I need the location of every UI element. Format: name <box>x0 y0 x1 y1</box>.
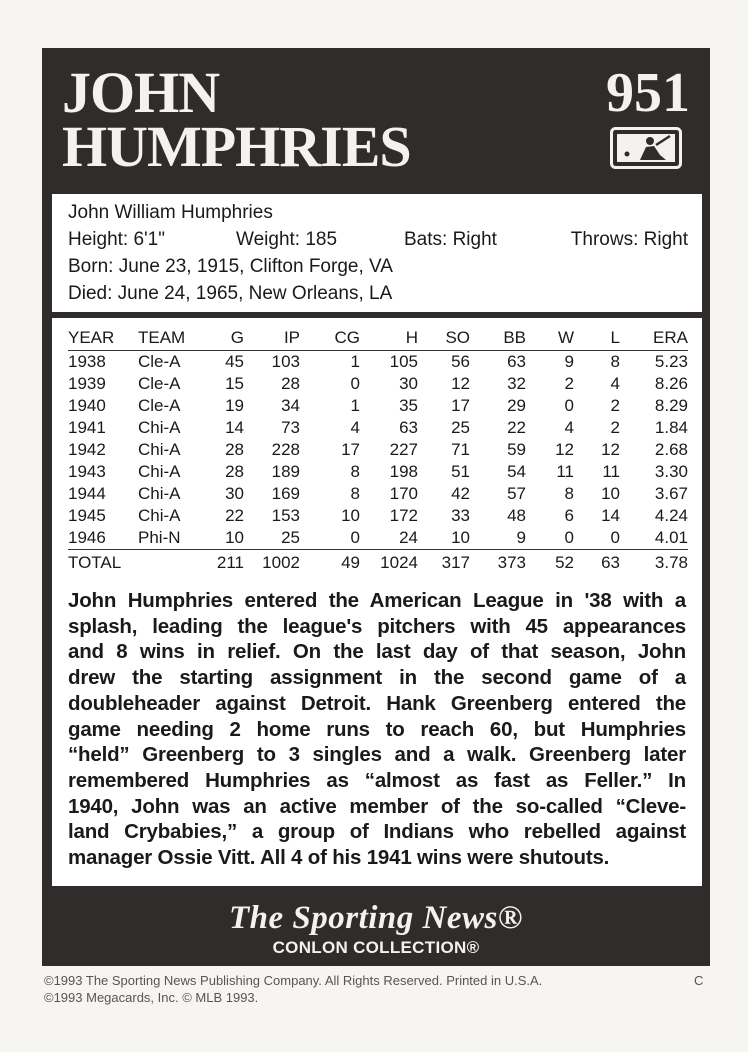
stat-cell: 35 <box>399 396 418 415</box>
stat-cell: 317 <box>418 550 470 577</box>
player-first-name: JOHN <box>62 60 220 125</box>
biography-line: John Humphries entered the American League in '38 with a <box>68 589 686 612</box>
header-team: TEAM <box>138 326 200 351</box>
stat-cell: 11 <box>556 462 574 481</box>
stat-cell: 17 <box>341 440 360 459</box>
stat-cell: 32 <box>507 374 526 393</box>
stat-cell: 4.01 <box>654 528 688 547</box>
biography-text <box>68 588 686 871</box>
stat-cell: 24 <box>399 528 418 547</box>
stat-cell: 71 <box>451 440 470 459</box>
card-code: C <box>694 973 704 988</box>
stat-cell: 228 <box>271 440 300 459</box>
stat-cell: 6 <box>564 506 574 525</box>
stat-cell: 10 <box>601 484 620 503</box>
stats-row <box>68 483 688 505</box>
header-h: H <box>360 326 418 351</box>
stat-cell: 63 <box>399 418 418 437</box>
biography-line: splash, leading the league's pitchers with 45 appearances <box>68 614 686 638</box>
stat-cell: 12 <box>555 440 574 459</box>
stat-cell: 30 <box>225 484 244 503</box>
biography-line: and 8 wins in relief. On the last day of that season, John <box>68 640 686 664</box>
stat-cell: 14 <box>601 506 620 525</box>
stat-cell: 0 <box>350 374 360 393</box>
stat-cell: 54 <box>507 462 526 481</box>
stat-cell: 52 <box>526 550 574 577</box>
header-so: SO <box>418 326 470 351</box>
header-w: W <box>526 326 574 351</box>
stat-cell: 14 <box>225 418 244 437</box>
stat-cell: 103 <box>271 352 300 371</box>
brand-subtitle: CONLON COLLECTION® <box>272 938 480 957</box>
stat-cell: 15 <box>225 374 244 393</box>
biography-line: remembered Humphries as “almost as fast as Feller.” In <box>68 768 686 792</box>
stat-cell: 22 <box>507 418 526 437</box>
stats-row <box>68 439 688 461</box>
stat-cell: 8.26 <box>654 374 688 393</box>
stat-cell: 2 <box>610 418 620 437</box>
stat-cell: 48 <box>507 506 526 525</box>
stat-cell: 8.29 <box>654 396 688 415</box>
stat-cell: Cle-A <box>138 396 181 415</box>
stat-cell: 28 <box>225 462 244 481</box>
stat-cell: 1940 <box>68 396 106 415</box>
stat-cell: 56 <box>451 352 470 371</box>
stat-cell: 63 <box>574 550 620 577</box>
stat-cell: 227 <box>389 440 418 459</box>
stat-cell: 105 <box>389 352 418 371</box>
player-name <box>62 60 411 179</box>
stat-cell: 5.23 <box>654 352 688 371</box>
stat-cell: 10 <box>341 506 360 525</box>
stat-cell: 63 <box>507 352 526 371</box>
stat-cell: 0 <box>610 528 620 547</box>
biography-line: manager Ossie Vitt. All 4 of his 1941 wins were shutouts. <box>68 846 610 870</box>
stat-cell: Chi-A <box>138 484 181 503</box>
stat-cell: 1946 <box>68 528 106 547</box>
stat-cell: 2.68 <box>654 440 688 459</box>
stat-cell: 8 <box>350 484 360 503</box>
brand-logo <box>42 892 710 958</box>
stat-cell: 1002 <box>244 550 300 577</box>
stat-cell: Cle-A <box>138 352 181 371</box>
stat-cell: 172 <box>389 506 418 525</box>
stats-header-row <box>68 326 688 351</box>
stat-cell: 1941 <box>68 418 106 437</box>
stat-cell: 0 <box>564 396 574 415</box>
stat-cell: 2 <box>564 374 574 393</box>
stat-cell: 45 <box>225 352 244 371</box>
stat-cell: 1945 <box>68 506 106 525</box>
bats: Bats: Right <box>404 229 497 250</box>
stat-cell: 49 <box>300 550 360 577</box>
stat-cell: Phi-N <box>138 528 181 547</box>
stat-cell: 73 <box>281 418 300 437</box>
biography-line: doubleheader against Detroit. Hank Greenberg entered the <box>68 691 686 715</box>
brand-title: The Sporting News® <box>228 900 524 936</box>
header-bb: BB <box>470 326 526 351</box>
copyright-line-1: ©1993 The Sporting News Publishing Company. All Rights Reserved. Printed in U.S.A. <box>44 973 543 988</box>
stats-row <box>68 461 688 483</box>
physical-info-row <box>68 229 688 253</box>
header-ip: IP <box>244 326 300 351</box>
stat-cell: 189 <box>271 462 300 481</box>
stat-cell: 373 <box>470 550 526 577</box>
stats-row <box>68 373 688 395</box>
stat-cell: 10 <box>451 528 470 547</box>
stat-cell <box>138 550 200 577</box>
stats-and-biography-panel <box>52 318 702 886</box>
stat-cell: 28 <box>281 374 300 393</box>
stat-cell: Chi-A <box>138 418 181 437</box>
header-era: ERA <box>620 326 688 351</box>
stat-cell: 17 <box>451 396 470 415</box>
stat-cell: 2 <box>610 396 620 415</box>
throws: Throws: Right <box>570 229 688 250</box>
stat-cell: 153 <box>271 506 300 525</box>
stat-cell: 4 <box>610 374 620 393</box>
stat-cell: 3.67 <box>654 484 688 503</box>
stat-cell: Chi-A <box>138 462 181 481</box>
stat-cell: TOTAL <box>68 550 138 577</box>
stats-total-row <box>68 550 688 577</box>
stat-cell: 0 <box>350 528 360 547</box>
biography-line: drew the starting assignment in the second game of a <box>68 666 686 690</box>
stat-cell: 19 <box>225 396 244 415</box>
stat-cell: 51 <box>451 462 470 481</box>
died: Died: June 24, 1965, New Orleans, LA <box>68 283 393 304</box>
stats-body <box>68 351 688 577</box>
header-year: YEAR <box>68 326 138 351</box>
stat-cell: 1943 <box>68 462 106 481</box>
stat-cell: 28 <box>225 440 244 459</box>
stat-cell: 1 <box>350 352 360 371</box>
stats-row <box>68 417 688 439</box>
stats-row <box>68 505 688 527</box>
stat-cell: 59 <box>507 440 526 459</box>
stat-cell: 12 <box>601 440 620 459</box>
stat-cell: 4 <box>564 418 574 437</box>
stat-cell: 4 <box>350 418 360 437</box>
header-l: L <box>574 326 620 351</box>
stat-cell: 34 <box>281 396 300 415</box>
stat-cell: 0 <box>564 528 574 547</box>
born: Born: June 23, 1915, Clifton Forge, VA <box>68 256 393 277</box>
biography-line: “held” Greenberg to 3 singles and a walk. Greenberg later <box>68 743 686 767</box>
stat-cell: Chi-A <box>138 440 181 459</box>
bio-panel <box>52 194 702 312</box>
biography-line: game needing 2 home runs to reach 60, but Humphries <box>68 717 686 741</box>
weight: Weight: 185 <box>236 229 338 250</box>
stat-cell: 170 <box>389 484 418 503</box>
stat-cell: 1024 <box>360 550 418 577</box>
stat-cell: 3.30 <box>654 462 688 481</box>
stat-cell: 1.84 <box>654 418 688 437</box>
stat-cell: 198 <box>389 462 418 481</box>
stat-cell: 9 <box>516 528 526 547</box>
stat-cell: Cle-A <box>138 374 181 393</box>
copyright-line-2: ©1993 Megacards, Inc. © MLB 1993. <box>44 990 259 1005</box>
stat-cell: 12 <box>451 374 470 393</box>
stat-cell: 30 <box>399 374 418 393</box>
player-last-name: HUMPHRIES <box>62 114 411 179</box>
stat-cell: 33 <box>451 506 470 525</box>
stat-cell: 25 <box>281 528 300 547</box>
stat-cell: 29 <box>507 396 526 415</box>
stat-cell: 169 <box>271 484 300 503</box>
header-cg: CG <box>300 326 360 351</box>
header-g: G <box>200 326 244 351</box>
card-number: 951 <box>606 62 690 124</box>
stat-cell: 3.78 <box>620 550 688 577</box>
stat-cell: 10 <box>225 528 244 547</box>
stat-cell: Chi-A <box>138 506 181 525</box>
stat-cell: 57 <box>507 484 526 503</box>
stat-cell: 1938 <box>68 352 106 371</box>
stats-row <box>68 395 688 417</box>
stat-cell: 8 <box>350 462 360 481</box>
biography-line: 1940, John was an active member of the so-called “Cleve- <box>68 794 686 818</box>
stat-cell: 11 <box>602 462 620 481</box>
stat-cell: 211 <box>200 550 244 577</box>
stat-cell: 42 <box>451 484 470 503</box>
stat-cell: 4.24 <box>654 506 688 525</box>
stats-row <box>68 351 688 374</box>
stat-cell: 8 <box>564 484 574 503</box>
stats-table <box>68 326 688 576</box>
full-name: John William Humphries <box>68 202 273 223</box>
biography-line: land Crybabies,” a group of Indians who rebelled against <box>68 820 686 844</box>
stat-cell: 8 <box>610 352 620 371</box>
height: Height: 6'1" <box>68 229 165 250</box>
stat-cell: 1942 <box>68 440 106 459</box>
stat-cell: 9 <box>564 352 574 371</box>
stat-cell: 1944 <box>68 484 106 503</box>
mlb-logo-icon <box>610 127 682 169</box>
stat-cell: 22 <box>225 506 244 525</box>
stat-cell: 1939 <box>68 374 106 393</box>
stats-row <box>68 527 688 550</box>
stat-cell: 25 <box>451 418 470 437</box>
stat-cell: 1 <box>350 396 360 415</box>
